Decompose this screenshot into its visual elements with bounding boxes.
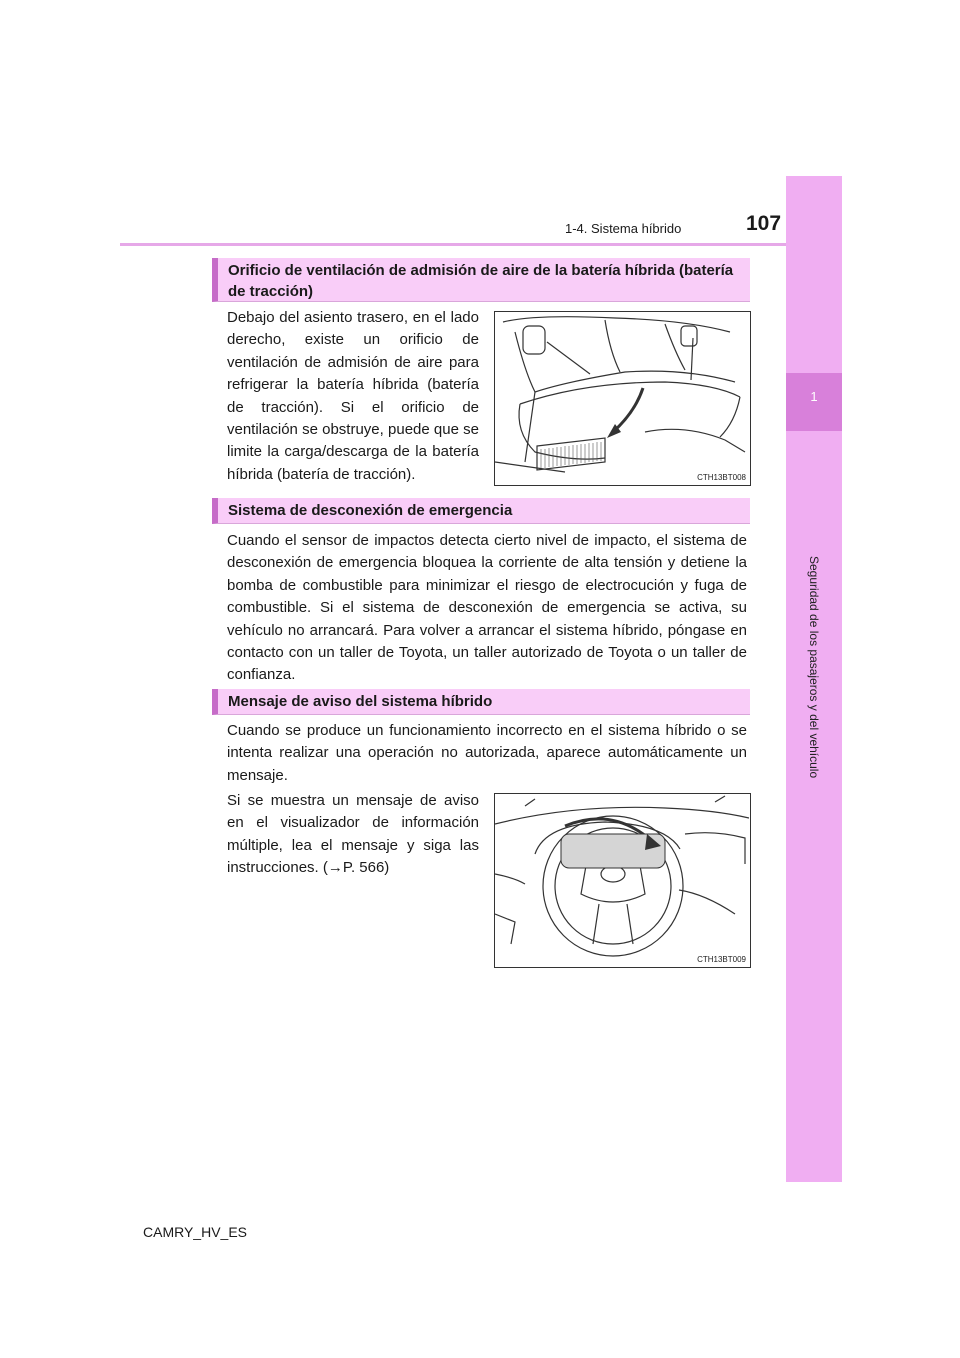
section-heading-emergency-shutoff: Sistema de desconexión de emergencia (212, 498, 750, 524)
figure-instrument-cluster (494, 793, 751, 968)
paragraph-warning-instructions: Si se muestra un mensaje de aviso en el visualizador de información múltiple, lea el mensaje y siga las instrucciones. (→P. 566) (227, 792, 479, 877)
section-title: 1-4. Sistema híbrido (565, 221, 682, 236)
page-number: 107 (746, 212, 782, 235)
rear-seat-vent-illustration (495, 312, 749, 484)
header-rule (120, 243, 786, 246)
paragraph-warning-message: Cuando se produce un funcionamiento incorrecto en el sistema híbrido o se intenta realizar una operación no autorizada, aparece automáticamente un mensaje. (227, 722, 747, 784)
figure-code: CTH13BT009 (697, 955, 746, 964)
section-heading-warning-message: Mensaje de aviso del sistema híbrido (212, 689, 750, 715)
paragraph-emergency-shutoff: Cuando el sensor de impactos detecta cierto nivel de impacto, el sistema de desconexión de emergencia bloquea la corriente de alta tensión y detiene la bomba de combustible para minimizar el riesgo de electrocución y fuga de combustible. Si el sistema de desconexión de emergencia se activa, su vehículo no arrancará. Para volver a arrancar el sistema híbrido, póngase en contacto con un taller de Toyota, un taller autorizado de Toyota o un taller de confianza. (227, 532, 747, 684)
paragraph-air-intake: Debajo del asiento trasero, en el lado derecho, existe un orificio de ventilación de admisión de aire para refrigerar la batería híbrida (batería de tracción). Si el orificio de ventilación se obstruye, puede que se limite la carga/descarga de la batería híbrida (batería de tracción). (227, 309, 479, 483)
figure-rear-seat-vent (494, 311, 751, 486)
footer-model-code: CAMRY_HV_ES (143, 1224, 248, 1240)
chapter-number: 1 (810, 389, 818, 404)
figure-code: CTH13BT008 (697, 473, 746, 482)
section-heading-air-intake: Orificio de ventilación de admisión de aire de la batería híbrida (batería de tracción) (212, 258, 750, 302)
steering-wheel-illustration (495, 794, 749, 966)
